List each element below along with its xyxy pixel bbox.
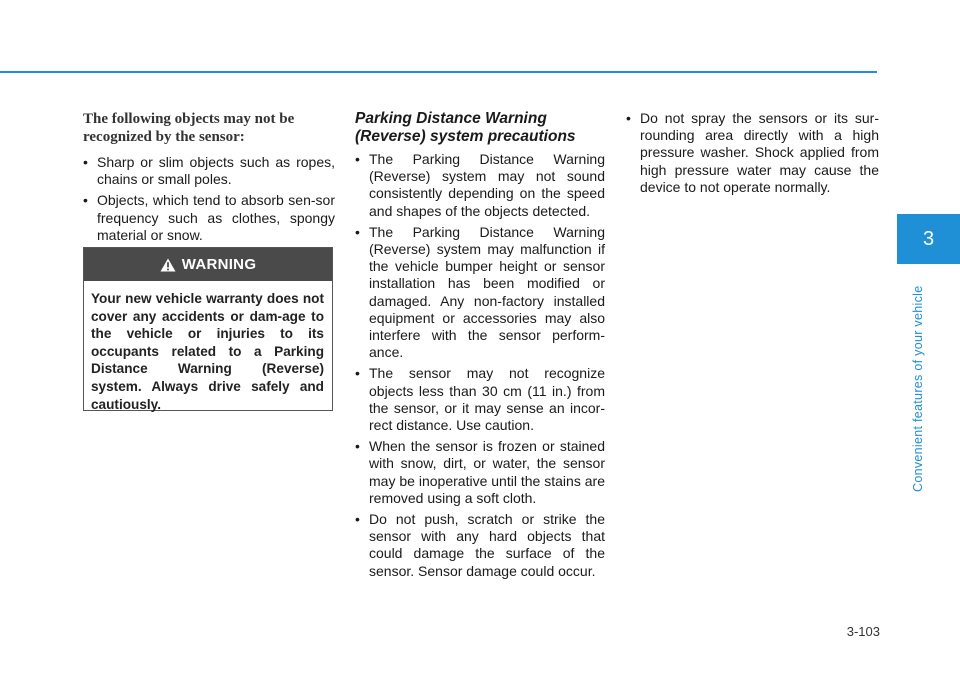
precautions-heading: Parking Distance Warning (Reverse) system precautions [355, 110, 576, 145]
list-item: • Objects, which tend to absorb sen-sor frequency such as clothes, spongy material or snow. [83, 192, 335, 244]
list-item: • Do not spray the sensors or its sur-rounding area directly with a high pressure washer. Shock applied from high pressure water may cause the device to not operate normally. [626, 110, 879, 196]
chapter-title: Convenient features of your vehicle [911, 285, 925, 492]
spray-list [626, 110, 879, 196]
list-item: • Sharp or slim objects such as ropes, chains or small poles. [83, 154, 335, 188]
top-rule [0, 71, 877, 73]
list-item: • The Parking Distance Warning (Reverse) system may malfunction if the vehicle bumper height or sensor installation has been modified or damaged. Any non-factory installed equipment or accessories may also interfere with the sensor perform-ance. [355, 224, 605, 362]
warning-box [83, 247, 333, 411]
right-column [626, 110, 879, 200]
page-number: 3-103 [846, 624, 880, 639]
objects-list [83, 154, 335, 244]
warning-triangle-icon [160, 258, 176, 272]
list-item: • The Parking Distance Warning (Reverse) system may not sound consistently depending on the speed and shapes of the objects detected. [355, 151, 605, 220]
objects-heading: The following objects may not be recognized by the sensor: [83, 111, 295, 145]
warning-text: Your new vehicle warranty does not cover any accidents or dam-age to the vehicle or injuries to its occupants related to a Parking Distance Warning (Reverse) system. Always drive safely and cautiously. [91, 291, 324, 412]
left-column [83, 110, 335, 248]
middle-column [355, 110, 605, 584]
warning-title: WARNING [181, 256, 257, 273]
warning-header [84, 248, 332, 281]
chapter-title-vertical [911, 268, 925, 493]
precautions-list [355, 151, 605, 580]
list-item: • The sensor may not recognize objects less than 30 cm (11 in.) from the sensor, or it may sense an incor-rect distance. Use caution. [355, 365, 605, 434]
chapter-tab: 3 [897, 214, 960, 264]
list-item: • When the sensor is frozen or stained with snow, dirt, or water, the sensor may be inoperative until the stains are removed using a soft cloth. [355, 438, 605, 507]
list-item: • Do not push, scratch or strike the sensor with any hard objects that could damage the surface of the sensor. Sensor damage could occur. [355, 511, 605, 580]
